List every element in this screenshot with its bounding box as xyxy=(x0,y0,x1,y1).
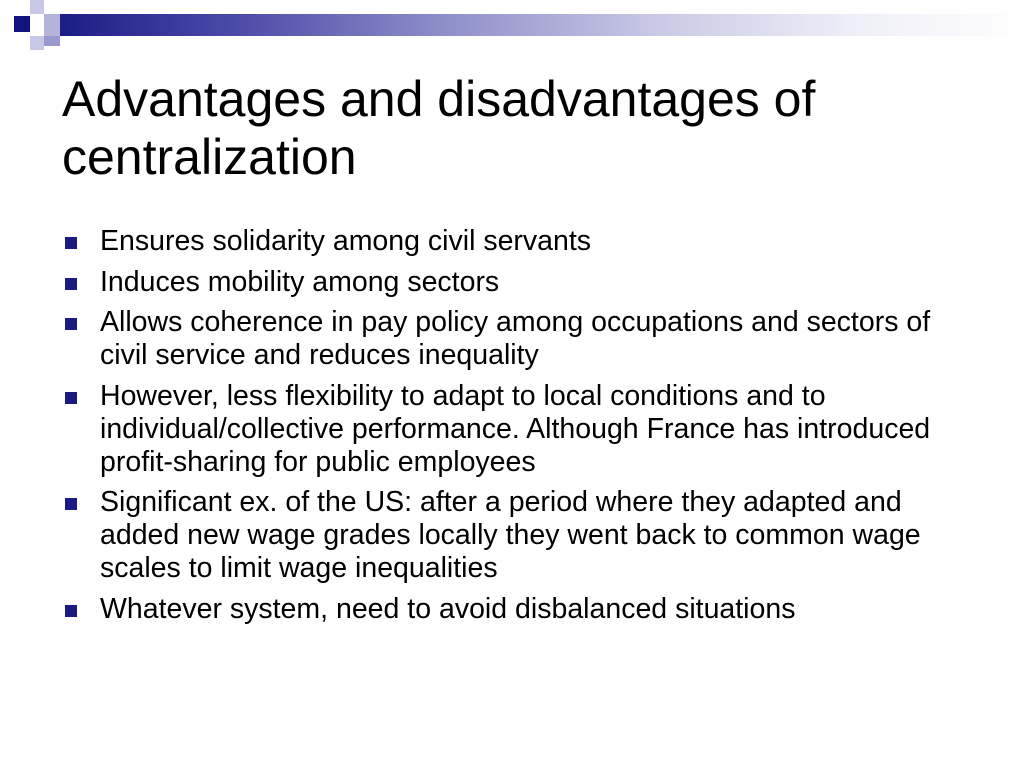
bullet-item xyxy=(62,486,962,585)
decorative-square xyxy=(44,14,60,36)
header-gradient-bar xyxy=(60,14,1024,36)
bullet-item xyxy=(62,225,962,258)
square-bullet-icon xyxy=(65,318,77,330)
square-bullet-icon xyxy=(65,278,77,290)
decorative-square xyxy=(44,36,60,46)
decorative-square xyxy=(30,0,44,14)
bullet-item xyxy=(62,380,962,479)
slide-title: Advantages and disadvantages of centralization xyxy=(62,71,816,185)
bullet-text: However, less flexibility to adapt to local conditions and to individual/collective performance. Although France has introduced profit-sharing for public employees xyxy=(100,379,931,478)
bullet-item xyxy=(62,306,962,372)
bullet-item xyxy=(62,593,962,626)
bullet-item xyxy=(62,266,962,299)
bullet-text: Whatever system, need to avoid disbalanced situations xyxy=(100,592,796,625)
bullet-list xyxy=(62,225,962,633)
square-bullet-icon xyxy=(65,237,77,249)
bullet-text: Allows coherence in pay policy among occupations and sectors of civil service and reduces inequality xyxy=(100,306,931,371)
decorative-square xyxy=(14,16,30,32)
bullet-text: Ensures solidarity among civil servants xyxy=(100,225,592,257)
square-bullet-icon xyxy=(65,498,77,510)
decorative-square xyxy=(30,36,44,50)
square-bullet-icon xyxy=(65,605,77,617)
bullet-text: Significant ex. of the US: after a period where they adapted and added new wage grades locally they went back to common wage scales to limit wage inequalities xyxy=(100,486,921,584)
square-bullet-icon xyxy=(65,392,77,404)
bullet-text: Induces mobility among sectors xyxy=(100,265,500,298)
